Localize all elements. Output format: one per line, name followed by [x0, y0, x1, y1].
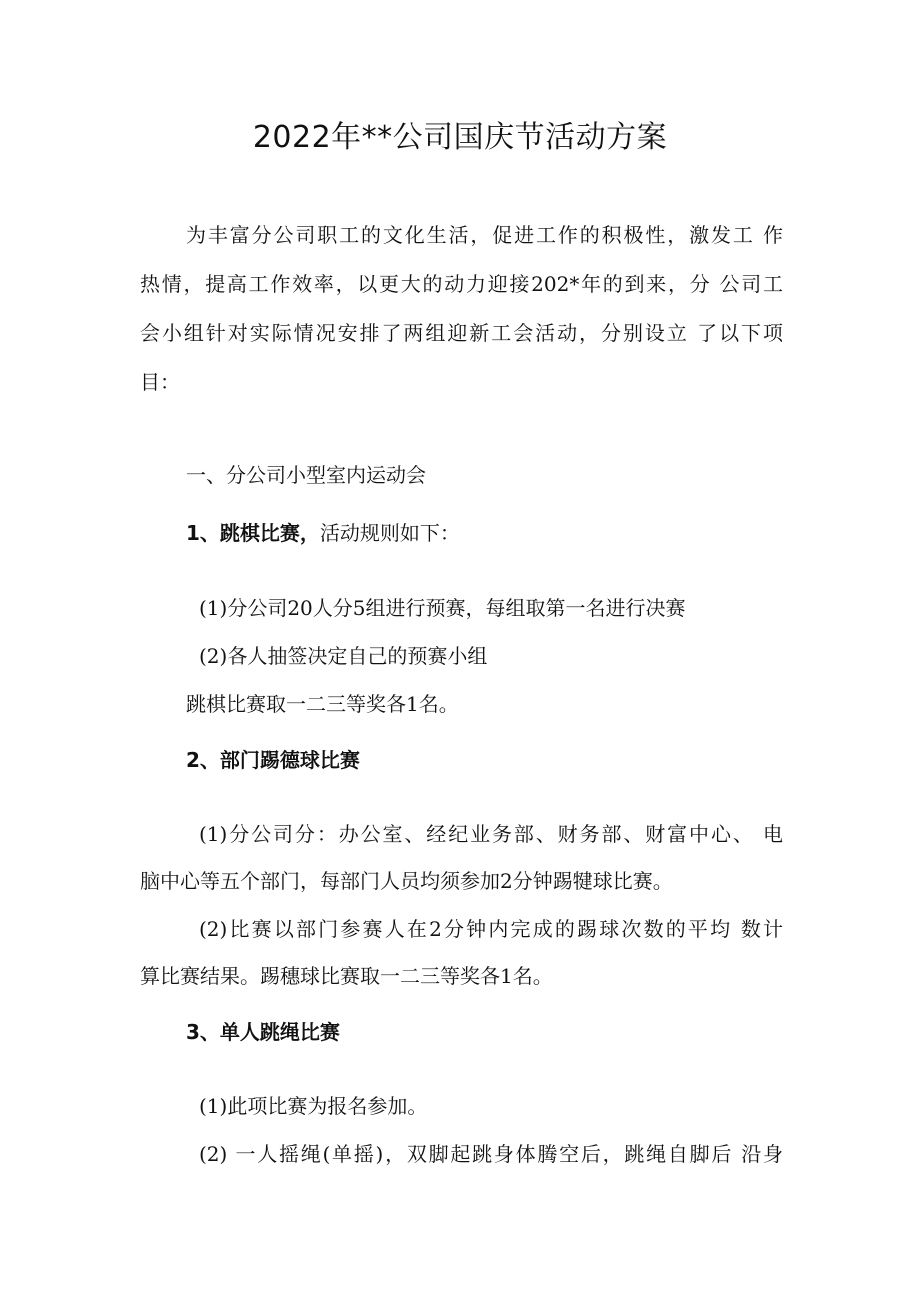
item-1-heading-rest: 活动规则如下：	[319, 521, 460, 545]
item-2-line-4: 算比赛结果。踢穗球比赛取一二三等奖各1名。	[140, 964, 553, 988]
item-2-line-3: (2)比赛以部门参赛人在2分钟内完成的踢球次数的平均 数计	[199, 917, 783, 941]
document-title: 2022年**公司国庆节活动方案	[252, 120, 668, 155]
item-1-rule-2: (2)各人抽签决定自己的预赛小组	[199, 644, 488, 668]
item-2-heading: 2、部门踢德球比赛	[186, 748, 360, 772]
item-3-heading: 3、单人跳绳比赛	[186, 1020, 340, 1044]
item-1-rule-1: (1)分公司20人分5组进行预赛，每组取第一名进行决赛	[199, 596, 686, 620]
item-1-heading-bold: 1、跳棋比赛，	[186, 521, 320, 545]
item-3-line-1: (1)此项比赛为报名参加。	[199, 1094, 428, 1118]
intro-line-4: 目：	[140, 370, 180, 394]
intro-line-3: 会小组针对实际情况安排了两组迎新工会活动，分别设立 了以下项	[140, 321, 783, 345]
item-2-line-1: (1)分公司分：办公室、经纪业务部、财务部、财富中心、 电	[199, 822, 783, 846]
item-2-line-2: 脑中心等五个部门，每部门人员均须参加2分钟踢犍球比赛。	[140, 869, 673, 893]
section-heading: 一、分公司小型室内运动会	[186, 463, 426, 487]
item-1-heading	[186, 517, 460, 546]
intro-line-1: 为丰富分公司职工的文化生活，促进工作的积极性，激发工 作	[186, 223, 783, 247]
intro-line-2: 热情，提高工作效率，以更大的动力迎接202*年的到来，分 公司工	[140, 272, 783, 296]
item-1-prize: 跳棋比赛取一二三等奖各1名。	[186, 692, 459, 716]
item-3-line-2: (2) 一人摇绳(单摇)，双脚起跳身体腾空后，跳绳自脚后 沿身	[199, 1142, 783, 1166]
